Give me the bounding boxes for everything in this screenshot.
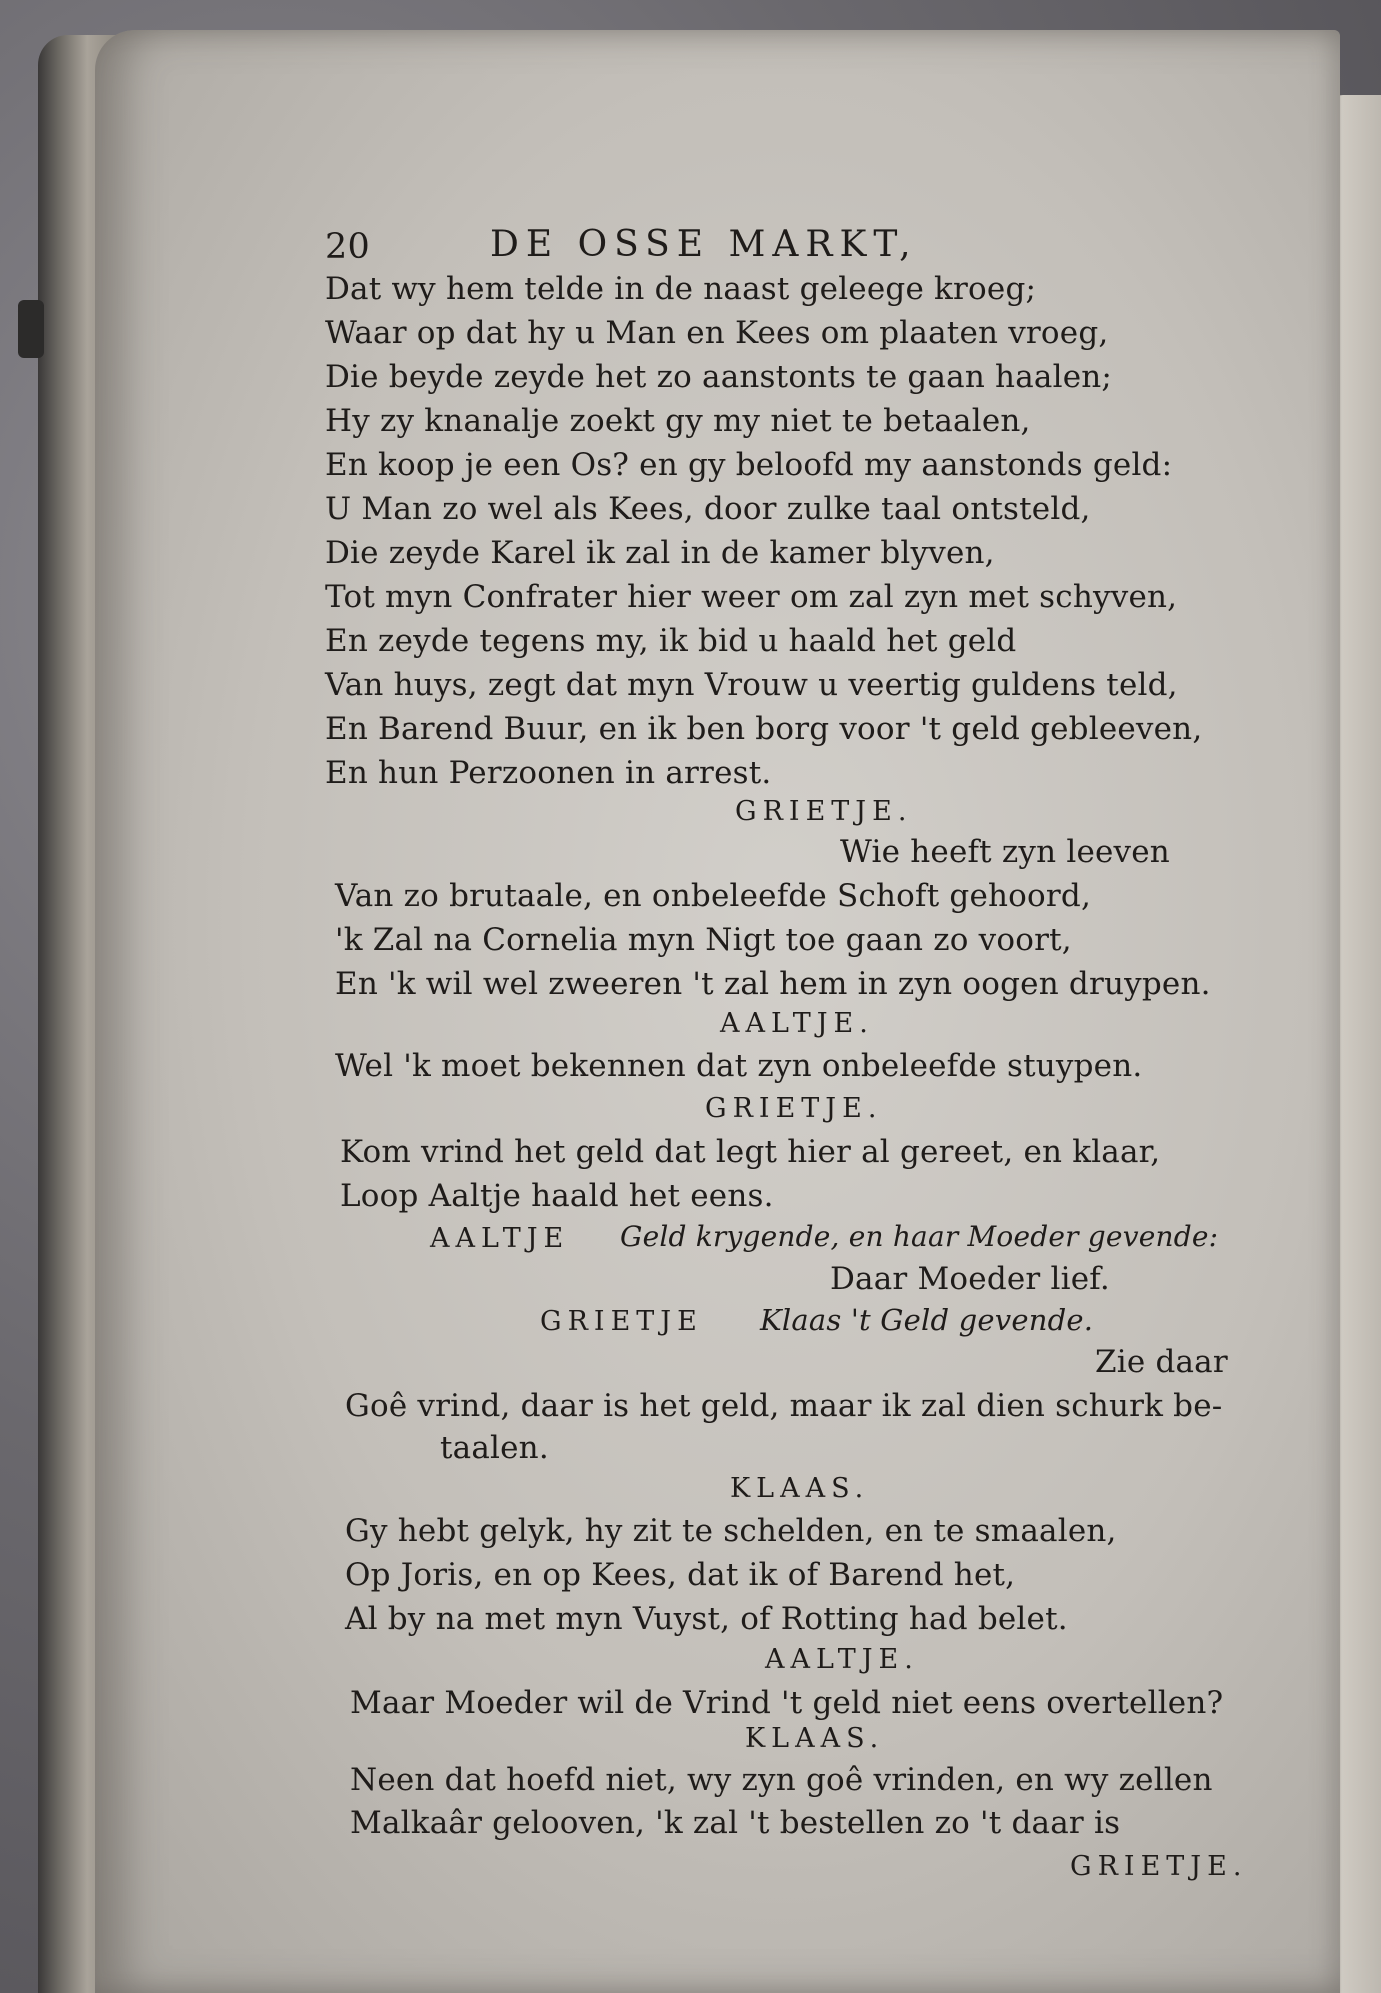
verse-line: En 'k wil wel zweeren 't zal hem in zyn oogen druypen. [335, 966, 1211, 1002]
verse-line: Neen dat hoefd niet, wy zyn goê vrinden, en wy zellen [350, 1762, 1213, 1798]
catchword-grietje: GRIETJE. [1070, 1851, 1248, 1882]
verse-line: Goê vrind, daar is het geld, maar ik zal dien schurk be- [345, 1388, 1223, 1424]
verse-line: Van huys, zegt dat myn Vrouw u veertig guldens teld, [325, 667, 1178, 703]
speaker-aaltje: AALTJE [430, 1223, 570, 1254]
verse-line: Dat wy hem telde in de naast geleege kroeg; [325, 271, 1037, 307]
speaker-grietje: GRIETJE. [705, 1093, 883, 1124]
verse-line: Wel 'k moet bekennen dat zyn onbeleefde stuypen. [335, 1048, 1143, 1084]
verse-line: Gy hebt gelyk, hy zit te schelden, en te smaalen, [345, 1513, 1117, 1549]
verse-line: Al by na met myn Vuyst, of Rotting had belet. [345, 1601, 1068, 1637]
verse-line: Op Joris, en op Kees, dat ik of Barend het, [345, 1557, 1016, 1593]
verse-line: En Barend Buur, en ik ben borg voor 't geld gebleeven, [325, 711, 1203, 747]
verse-line: Die beyde zeyde het zo aanstonts te gaan haalen; [325, 359, 1113, 395]
verse-line: Die zeyde Karel ik zal in de kamer blyven, [325, 535, 995, 571]
verse-line: Waar op dat hy u Man en Kees om plaaten vroeg, [325, 315, 1109, 351]
speaker-klaas: KLAAS. [745, 1723, 885, 1754]
speaker-klaas: KLAAS. [730, 1473, 870, 1504]
speaker-grietje: GRIETJE [540, 1306, 703, 1337]
page-title: DE OSSE MARKT, [490, 224, 918, 265]
verse-line: taalen. [440, 1430, 549, 1466]
verse-line: Zie daar [1095, 1344, 1228, 1380]
page-number: 20 [325, 227, 370, 267]
book-clasp [18, 300, 44, 358]
stage-direction: Klaas 't Geld gevende. [760, 1303, 1094, 1337]
verse-line: En hun Perzoonen in arrest. [325, 755, 772, 791]
verse-line: Kom vrind het geld dat legt hier al gereet, en klaar, [340, 1134, 1161, 1170]
verse-line: 'k Zal na Cornelia myn Nigt toe gaan zo voort, [335, 922, 1072, 958]
verse-line: Van zo brutaale, en onbeleefde Schoft gehoord, [335, 878, 1092, 914]
speaker-grietje: GRIETJE. [735, 796, 913, 827]
verse-line: Hy zy knanalje zoekt gy my niet te betaalen, [325, 403, 1031, 439]
speaker-aaltje: AALTJE. [765, 1644, 919, 1675]
verse-line: Maar Moeder wil de Vrind 't geld niet eens overtellen? [350, 1685, 1224, 1721]
verse-line: Tot myn Confrater hier weer om zal zyn met schyven, [325, 579, 1178, 615]
verse-line: Daar Moeder lief. [830, 1261, 1110, 1297]
verse-line: En koop je een Os? en gy beloofd my aanstonds geld: [325, 447, 1173, 483]
verse-line: U Man zo wel als Kees, door zulke taal ontsteld, [325, 491, 1091, 527]
verse-line: Wie heeft zyn leeven [840, 834, 1170, 870]
verse-line: Malkaâr gelooven, 'k zal 't bestellen zo 't daar is [350, 1805, 1121, 1841]
stage-direction: Geld krygende, en haar Moeder gevende: [620, 1220, 1219, 1253]
verse-line: En zeyde tegens my, ik bid u haald het geld [325, 623, 1017, 659]
speaker-aaltje: AALTJE. [720, 1008, 874, 1039]
verse-line: Loop Aaltje haald het eens. [340, 1178, 774, 1214]
